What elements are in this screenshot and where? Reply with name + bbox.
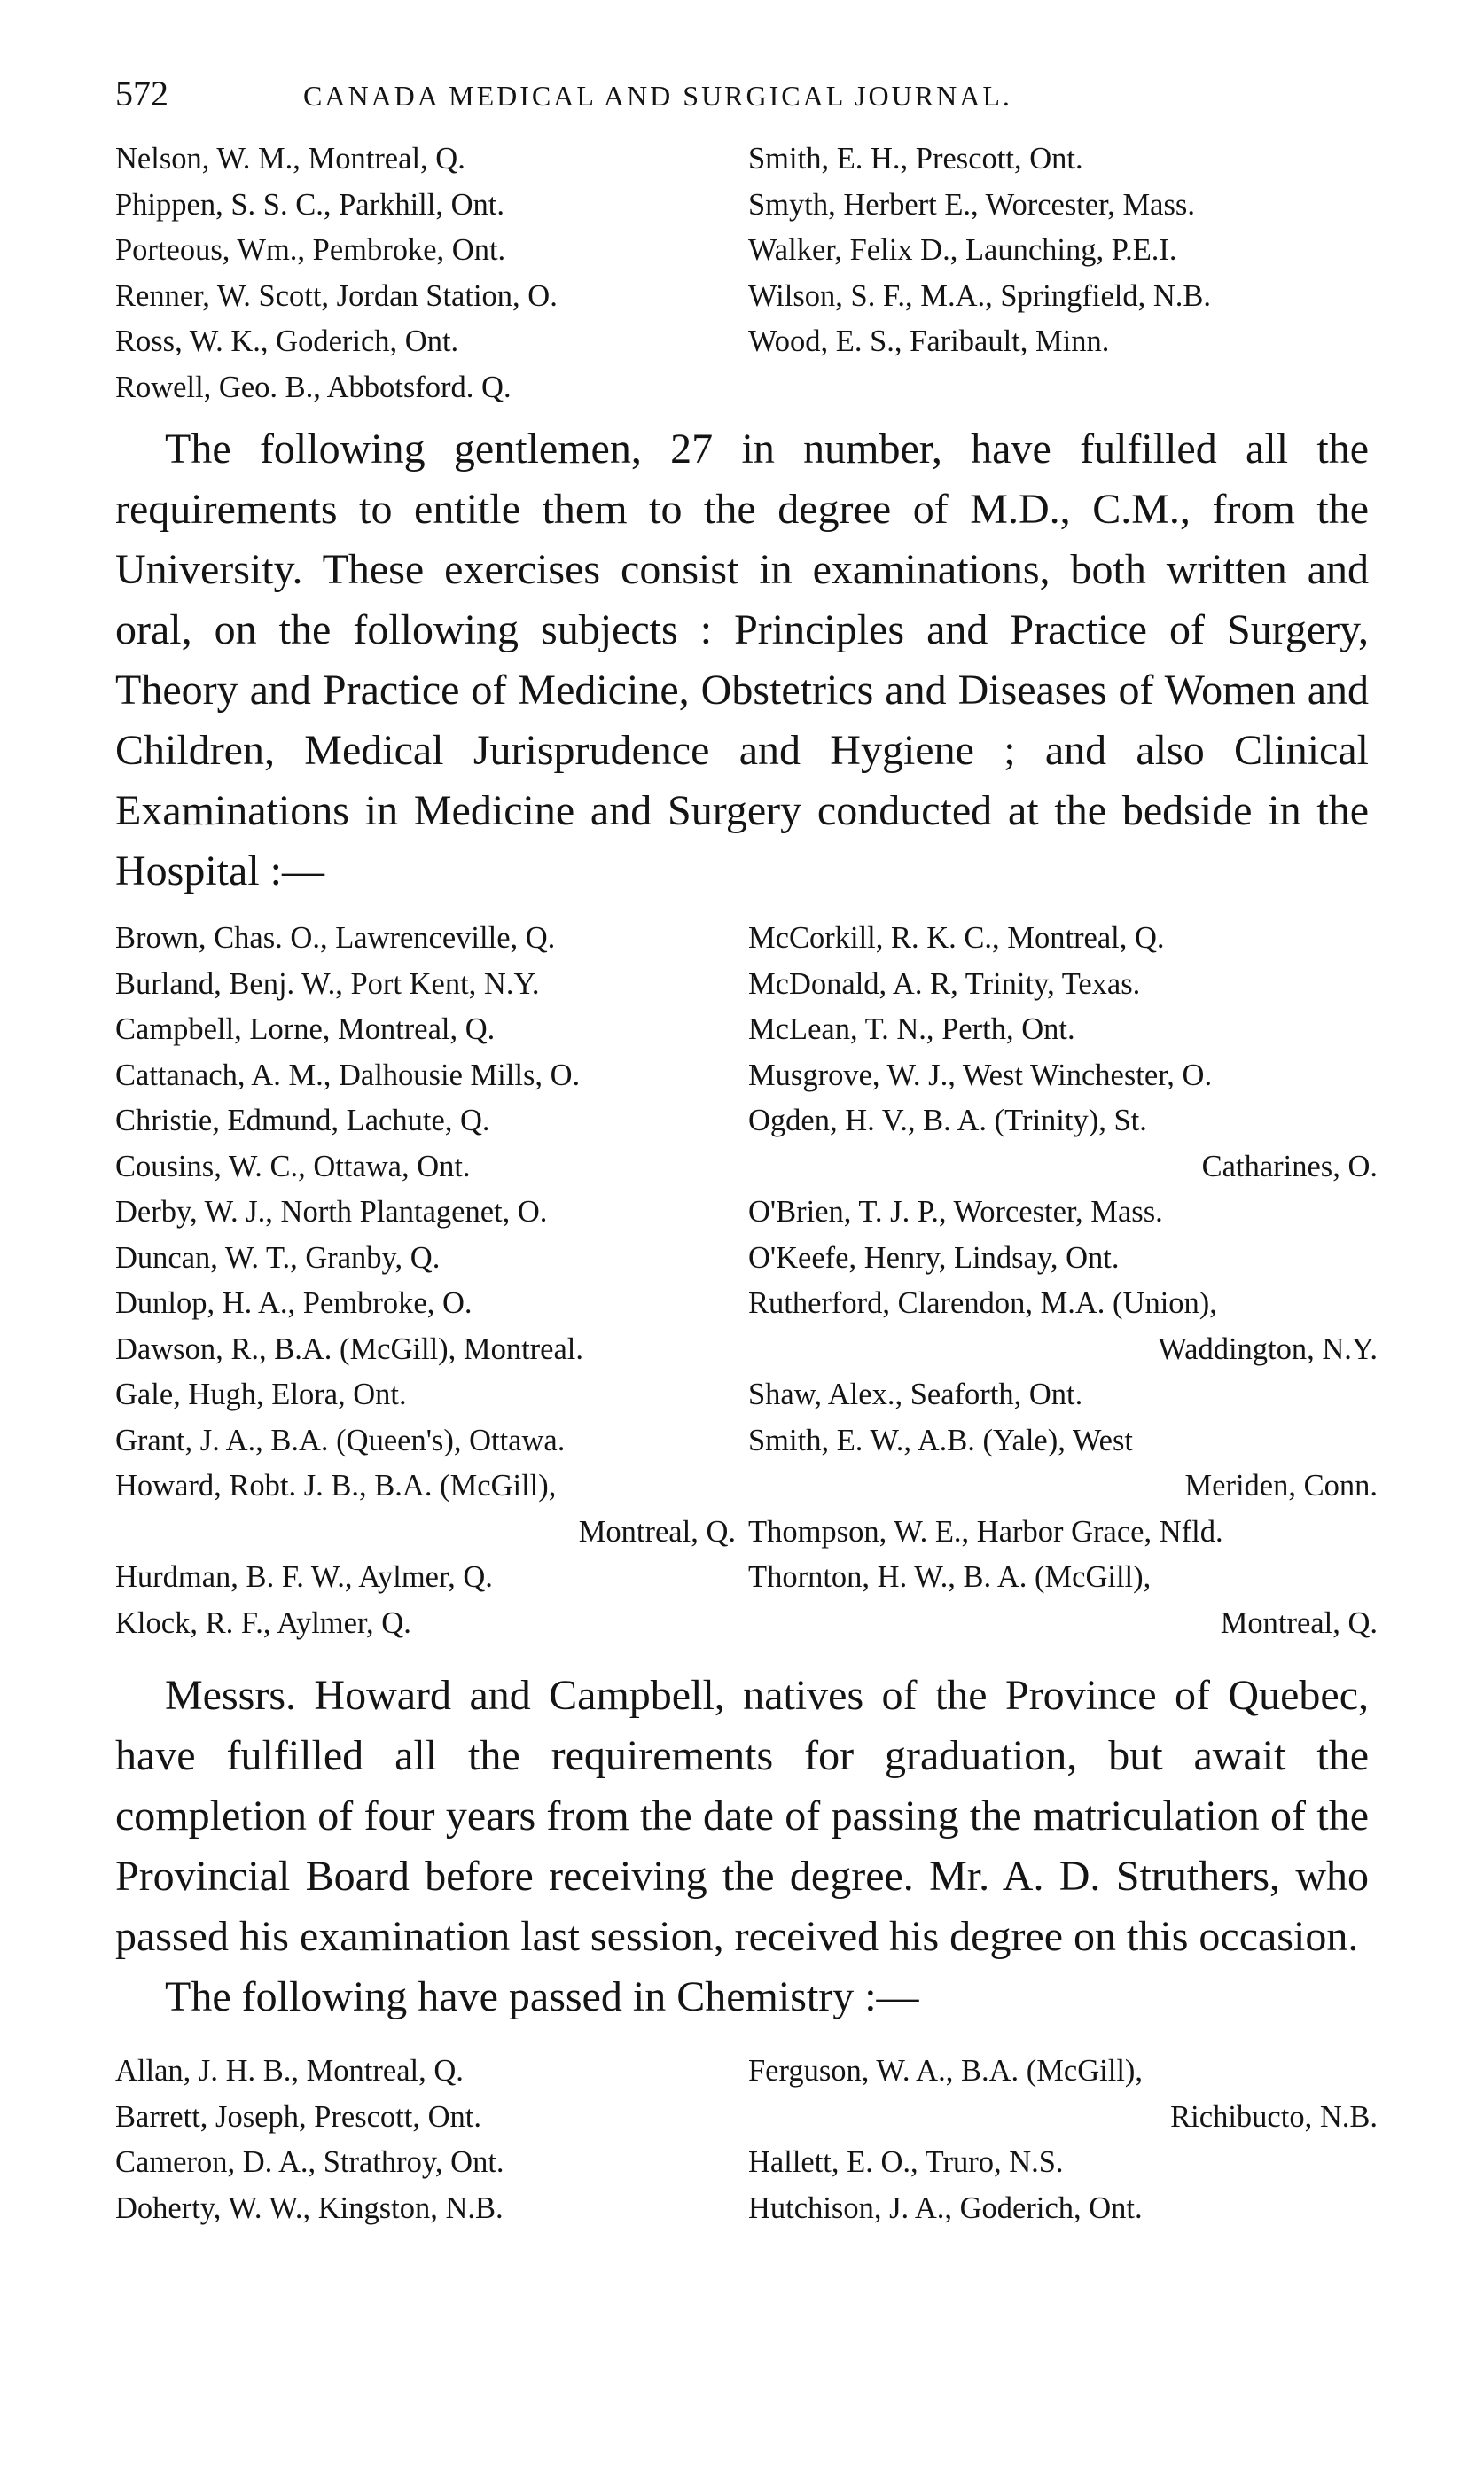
page-header [115, 73, 1369, 135]
list-entry: Derby, W. J., North Plantagenet, O. [115, 1195, 548, 1229]
graduate-list-continued [115, 137, 1369, 410]
list-entry: McDonald, A. R, Trinity, Texas. [748, 966, 1141, 1001]
list-entry: Nelson, W. M., Montreal, Q. [115, 142, 465, 176]
list-entry: Walker, Felix D., Launching, P.E.I. [748, 233, 1177, 267]
list-entry: McCorkill, R. K. C., Montreal, Q. [748, 921, 1165, 955]
list-entry: Dawson, R., B.A. (McGill), Montreal. [115, 1331, 583, 1366]
list-entry: Allan, J. H. B., Montreal, Q. [115, 2054, 464, 2088]
list-entry: Rowell, Geo. B., Abbotsford. Q. [115, 370, 512, 404]
list-entry: Catharines, O. [1201, 1149, 1378, 1183]
list-entry: Campbell, Lorne, Montreal, Q. [115, 1012, 496, 1046]
list-entry: Burland, Benj. W., Port Kent, N.Y. [115, 966, 540, 1001]
list-entry: Montreal, Q. [1220, 1605, 1378, 1640]
list-entry: Gale, Hugh, Elora, Ont. [115, 1378, 407, 1411]
list-entry: Musgrove, W. J., West Winchester, O. [748, 1058, 1213, 1092]
list-entry: Barrett, Joseph, Prescott, Ont. [115, 2099, 481, 2134]
list-entry: Hallett, E. O., Truro, N.S. [748, 2145, 1064, 2179]
list-entry: O'Keefe, Henry, Lindsay, Ont. [748, 1240, 1120, 1275]
list-entry: Thompson, W. E., Harbor Grace, Nfld. [748, 1514, 1223, 1549]
list-entry: Cousins, W. C., Ottawa, Ont. [115, 1149, 471, 1183]
chemistry-pass-list [115, 2049, 1378, 2231]
list-entry: Grant, J. A., B.A. (Queen's), Ottawa. [115, 1423, 566, 1457]
list-entry: Wood, E. S., Faribault, Minn. [748, 324, 1110, 358]
list-entry: McLean, T. N., Perth, Ont. [748, 1012, 1075, 1046]
list-entry: Howard, Robt. J. B., B.A. (McGill), [115, 1469, 557, 1503]
list-entry: Doherty, W. W., Kingston, N.B. [115, 2190, 504, 2225]
list-entry: Dunlop, H. A., Pembroke, O. [115, 1286, 473, 1320]
list-entry: Ferguson, W. A., B.A. (McGill), [748, 2054, 1144, 2088]
list-entry: Phippen, S. S. C., Parkhill, Ont. [115, 187, 504, 222]
list-entry: Smyth, Herbert E., Worcester, Mass. [748, 187, 1195, 222]
list-entry: Montreal, Q. [578, 1514, 736, 1549]
list-column-right [748, 2049, 1378, 2231]
list-entry: Smith, E. H., Prescott, Ont. [748, 142, 1083, 176]
list-column-right [748, 137, 1378, 410]
list-entry: Cameron, D. A., Strathroy, Ont. [115, 2145, 504, 2179]
list-column-left [115, 137, 736, 410]
paragraph-graduation-note: Messrs. Howard and Campbell, natives of the Province of Quebec, have fulfilled all the requirements for graduation, but await the completion of four years from the date of passing the matriculation of the Provincial Board before receiving the degree. Mr. A. D. Struthers, who passed his examination last session, received his degree on this occasion. [115, 1672, 1369, 1960]
list-entry: Porteous, Wm., Pembroke, Ont. [115, 233, 506, 267]
list-entry: Ogden, H. V., B. A. (Trinity), St. [748, 1104, 1147, 1137]
list-entry: Hurdman, B. F. W., Aylmer, Q. [115, 1560, 493, 1594]
list-entry: Wilson, S. F., M.A., Springfield, N.B. [748, 278, 1212, 313]
list-entry: Klock, R. F., Aylmer, Q. [115, 1605, 411, 1640]
list-entry: O'Brien, T. J. P., Worcester, Mass. [748, 1195, 1163, 1229]
list-entry: Christie, Edmund, Lachute, Q. [115, 1104, 490, 1137]
list-entry: Ross, W. K., Goderich, Ont. [115, 324, 459, 358]
list-entry: Cattanach, A. M., Dalhousie Mills, O. [115, 1058, 581, 1092]
list-column-left [115, 2049, 736, 2231]
list-entry: Shaw, Alex., Seaforth, Ont. [748, 1378, 1083, 1411]
running-head: CANADA MEDICAL AND SURGICAL JOURNAL. [303, 80, 1012, 112]
list-entry: Meriden, Conn. [1184, 1469, 1378, 1503]
list-entry: Thornton, H. W., B. A. (McGill), [748, 1560, 1152, 1594]
list-entry: Hutchison, J. A., Goderich, Ont. [748, 2190, 1143, 2225]
list-entry: Brown, Chas. O., Lawrenceville, Q. [115, 921, 556, 955]
list-entry: Waddington, N.Y. [1158, 1331, 1378, 1366]
list-entry: Smith, E. W., A.B. (Yale), West [748, 1423, 1133, 1457]
list-column-left [115, 916, 736, 1646]
paragraph-chemistry-heading: The following have passed in Chemistry :— [165, 1973, 919, 2020]
list-entry: Duncan, W. T., Granby, Q. [115, 1240, 441, 1275]
page-number: 572 [115, 74, 168, 113]
graduate-list [115, 916, 1378, 1646]
list-entry: Rutherford, Clarendon, M.A. (Union), [748, 1286, 1217, 1320]
list-entry: Renner, W. Scott, Jordan Station, O. [115, 278, 558, 313]
list-entry: Richibucto, N.B. [1170, 2099, 1378, 2134]
list-column-right [748, 916, 1378, 1646]
paragraph-degree-requirements: The following gentlemen, 27 in number, have fulfilled all the requirements to entitle them to the degree of M.D., C.M., from the University. These exercises consist in examinations, both written and oral, on the following subjects : Principles and Practice of Surgery, Theory and Practice of Medicine, Obstetrics and Diseases of Women and Children, Medical Jurisprudence and Hygiene ; and also Clinical Examinations in Medicine and Surgery conducted at the bedside in the Hospital :— [115, 426, 1369, 894]
